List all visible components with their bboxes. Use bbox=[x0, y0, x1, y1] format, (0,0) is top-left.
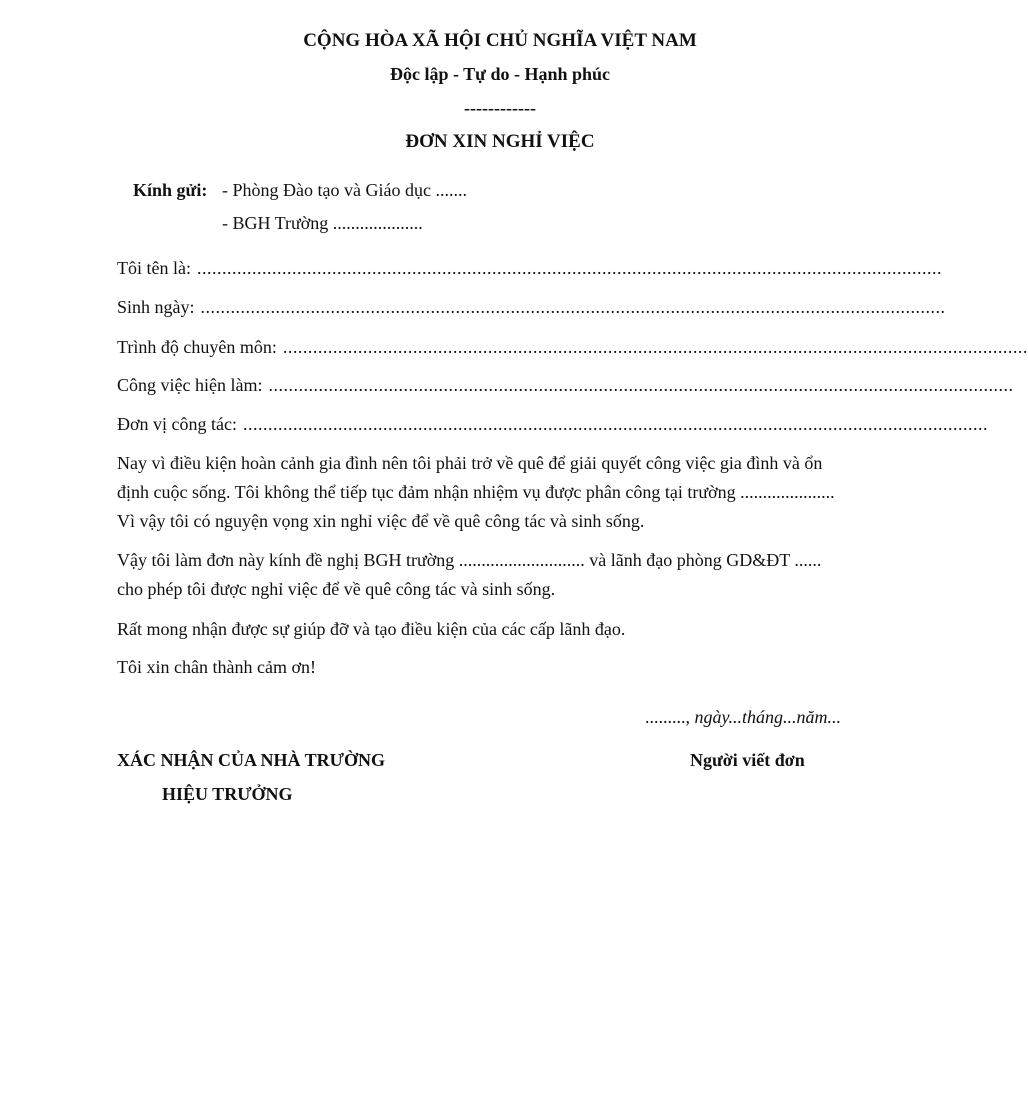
header-separator: ------------ bbox=[464, 98, 536, 118]
field-label: Đơn vị công tác: bbox=[117, 414, 237, 434]
applicant-signature-label: Người viết đơn bbox=[690, 750, 805, 770]
field-birth-date bbox=[117, 297, 946, 318]
field-fill: ..................................................................................................................................................... bbox=[196, 258, 942, 278]
field-fill: ..................................................................................................................................................... bbox=[282, 337, 1028, 357]
date-text: ngày...tháng...năm... bbox=[690, 707, 841, 727]
field-full-name bbox=[117, 258, 942, 279]
recipient-item: - Phòng Đào tạo và Giáo dục ....... bbox=[222, 180, 467, 200]
field-fill: ..................................................................................................................................................... bbox=[243, 414, 988, 434]
field-fill: ..................................................................................................................................................... bbox=[200, 297, 946, 317]
date-line bbox=[645, 707, 841, 728]
field-current-job bbox=[117, 375, 1014, 396]
recipient-item: - BGH Trường .................... bbox=[222, 213, 423, 233]
field-label: Sinh ngày: bbox=[117, 297, 195, 317]
field-label: Trình độ chuyên môn: bbox=[117, 337, 277, 357]
body-paragraph: Rất mong nhận được sự giúp đỡ và tạo điều kiện của các cấp lãnh đạo. bbox=[117, 619, 626, 639]
school-confirmation-label: XÁC NHẬN CỦA NHÀ TRƯỜNG bbox=[117, 750, 386, 770]
body-paragraph-line: Vì vậy tôi có nguyện vọng xin nghỉ việc để về quê công tác và sinh sống. bbox=[117, 511, 645, 531]
closing-thanks: Tôi xin chân thành cảm ơn! bbox=[117, 657, 316, 677]
national-title: CỘNG HÒA XÃ HỘI CHỦ NGHĨA VIỆT NAM bbox=[303, 30, 697, 51]
recipients-label: Kính gửi: bbox=[133, 180, 208, 200]
date-place: ........., bbox=[645, 707, 690, 727]
body-paragraph-line: Nay vì điều kiện hoàn cảnh gia đình nên tôi phải trở về quê để giải quyết công việc gia đình và ổn bbox=[117, 453, 823, 473]
document-title: ĐƠN XIN NGHỈ VIỆC bbox=[405, 131, 595, 152]
field-fill: ..................................................................................................................................................... bbox=[268, 375, 1014, 395]
field-qualification bbox=[117, 337, 1028, 358]
body-paragraph-line: cho phép tôi được nghỉ việc để về quê công tác và sinh sống. bbox=[117, 579, 556, 599]
field-workplace bbox=[117, 414, 988, 435]
national-motto: Độc lập - Tự do - Hạnh phúc bbox=[389, 64, 611, 84]
body-paragraph-line: định cuộc sống. Tôi không thể tiếp tục đảm nhận nhiệm vụ được phân công tại trường ..................... bbox=[117, 482, 835, 502]
body-paragraph-line: Vậy tôi làm đơn này kính đề nghị BGH trường ............................ và lãnh đạo phòng GD&ĐT ...... bbox=[117, 550, 822, 570]
principal-label: HIỆU TRƯỞNG bbox=[162, 784, 293, 804]
field-label: Tôi tên là: bbox=[117, 258, 191, 278]
field-label: Công việc hiện làm: bbox=[117, 375, 263, 395]
